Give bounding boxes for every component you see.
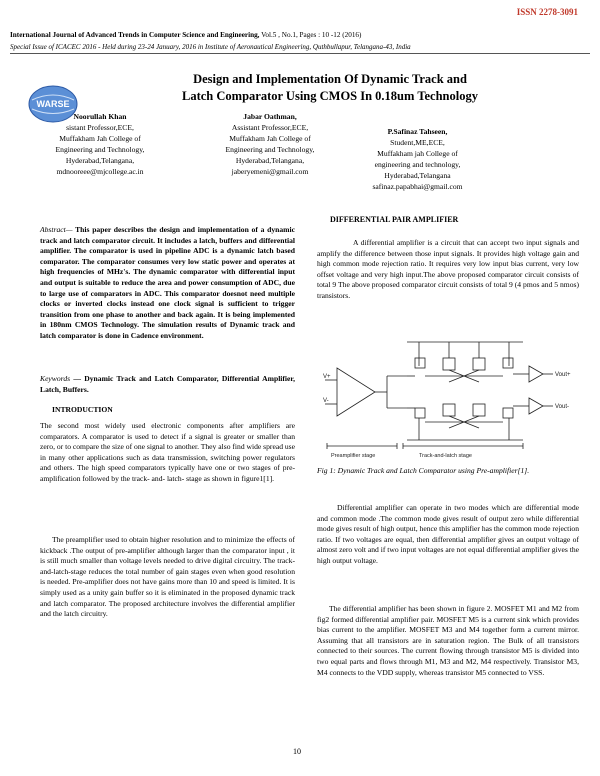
author-affiliation: Hyderabad,Telangana,: [65, 156, 135, 165]
author-block-1: [40, 111, 160, 177]
logo-text: WARSE: [36, 99, 70, 109]
page-number: 10: [293, 747, 301, 756]
issn-label: ISSN 2278-3091: [516, 7, 578, 17]
intro-paragraph-2: The preamplifier used to obtain higher resolution and to minimize the effects of kickback .The output of pre-amplifier although larger than the comparator input , it is still much smaller than voltage levels needed to drive digital circuitry. The track-and-latch-stage reduces the total number of gain stages even when good resolution is needed. Pre-amplifier does not have gains more than 10 and speed is limited. It is simply used as a unity gain buffer so it is eliminated in the proposed dynamic track and latch comparator. The proposed architecture involves the differential amplifier and the latch circuitry.: [40, 535, 295, 619]
abstract: [40, 225, 295, 342]
title-line-2: Latch Comparator Using CMOS In 0.18um Technology: [182, 89, 478, 103]
diff-paragraph-3: The differential amplifier has been shown in figure 2. MOSFET M1 and M2 from fig2 formed differential amplifier pair. MOSFET M5 is a current sink which provides bias current to the amplifier. MOSFET M3 and M4 together form a current mirror. Assuming that all transistors are in saturation region. The Bulk of all transistors connected to their sources. The current flowing through transistor M5 is divided into two equal parts and flows through M1, M3 and M2, M4 respectively. Transistor M3, M4 connects to the VDD supply, whereas transistor M5 connected to VSS.: [317, 604, 579, 677]
author-name: Jabar Oathman,: [243, 112, 297, 121]
author-affiliation: Muffakham jah College of: [377, 149, 458, 158]
author-email: jaberyemeni@gmail.com: [231, 167, 309, 176]
author-affiliation: Hyderabad,Telangana,: [235, 156, 305, 165]
author-affiliation: Hyderabad,Telangana: [384, 171, 451, 180]
diff-heading: DIFFERENTIAL PAIR AMPLIFIER: [330, 215, 459, 224]
author-affiliation: engineering and technology,: [374, 160, 461, 169]
abstract-body: This paper describes the design and implementation of a dynamic track and latch comparator circuit. It includes a latch, buffers and differential amplifier. The comparator is used in pipeline ADC is a dynamic latch based comparator. The comparator consumes very low static power and operates at high frequencies of MHz's. The dynamic comparator with differential input and output is suitable to reduce the area and power consumption of ADC, due to large use of comparators in ADC. This comparator doesnot need multiple clocks or inverted clocks instead one clock signal is sufficient to trigger transition from one phase to another and back again. It is being implemented in 180nm CMOS Technology. The simulation results of Dynamic track and latch comparator is done in Cadence environment.: [40, 225, 295, 340]
special-issue-line: Special Issue of ICACEC 2016 - Held during 23-24 January, 2016 in Institute of Aeronautical Engineering, Quthbullapur, Telangana-43, India: [10, 43, 411, 51]
diff-paragraph-1: A differential amplifier is a circuit that can accept two input signals and amplify the difference between those input signals. It provides high voltage gain and high common mode rejection ratio. It requires very low input bias current, very low offset voltage and very high input.The above proposed comparator circuit consists of total 9 The above proposed comparator circuit consists of total 9 (4 pmos and 5 nmos) transistors.: [317, 238, 579, 300]
preamp-stage-label: Preamplifier stage: [331, 453, 376, 459]
intro-heading: INTRODUCTION: [52, 405, 113, 414]
circuit-figure: [323, 336, 575, 462]
author-affiliation: Engineering and Technology,: [225, 145, 315, 154]
author-name: P.Safinaz Tahseen,: [387, 127, 448, 136]
author-email: safinaz.papabhai@gmail.com: [372, 182, 463, 191]
author-affiliation: Assistant Professor,ECE,: [231, 123, 309, 132]
author-block-2: [205, 111, 335, 177]
author-email: mdnooreee@mjcollege.ac.in: [56, 167, 144, 176]
author-affiliation: Muffakham Jah College of: [229, 134, 311, 143]
keywords: [40, 374, 295, 395]
author-affiliation: Engineering and Technology,: [55, 145, 145, 154]
vout-plus-label: Vout+: [555, 372, 571, 378]
intro-paragraph-1: The second most widely used electronic components after amplifiers are comparators. A comparator is used to detect if a signal is greater or smaller than zero, or to compare the size of one signal to another. They also find wide spread use in many other applications such as data transmission, switching power regulators and others. The high speed comparators typically have one or two stages of pre-amplification followed by the track- and- latch- stage as shown in figure1[1].: [40, 421, 296, 483]
circuit-diagram: [323, 336, 575, 462]
figure-caption: Fig 1: Dynamic Track and Latch Comparator using Pre-amplifier[1].: [317, 466, 530, 475]
vin-plus-label: V+: [323, 374, 331, 380]
vin-minus-label: V-: [323, 398, 329, 404]
vout-minus-label: Vout-: [555, 404, 570, 410]
author-name: Noorullah Khan: [73, 112, 127, 121]
diff-paragraph-2: Differential amplifier can operate in two modes which are differential mode and common mode .The common mode gives result of output zero while differential mode gives result of high output, hence this amplifier has the common mode rejection ratio. If two voltages are equal, then differential amplifier gives an output voltage of almost zero volt and if two input voltages are not equal differential amplifier gives the high output voltage.: [317, 503, 579, 565]
author-block-3: [350, 126, 485, 192]
journal-citation: [10, 31, 361, 39]
journal-volume: Vol.5 , No.1, Pages : 10 -12 (2016): [259, 31, 362, 39]
abstract-lead: Abstract—: [40, 225, 73, 234]
keywords-body: — Dynamic Track and Latch Comparator, Differential Amplifier, Latch, Buffers.: [40, 374, 295, 394]
title-line-1: Design and Implementation Of Dynamic Track and: [193, 72, 467, 86]
latch-stage-label: Track-and-latch stage: [419, 453, 472, 459]
paper-title: [120, 71, 540, 105]
author-affiliation: sistant Professor,ECE,: [66, 123, 134, 132]
header-divider: [10, 53, 590, 54]
keywords-lead: Keywords: [40, 374, 71, 383]
journal-name: International Journal of Advanced Trends in Computer Science and Engineering,: [10, 31, 260, 39]
author-affiliation: Student,ME,ECE,: [390, 138, 445, 147]
author-affiliation: Muffakham Jah College of: [59, 134, 141, 143]
